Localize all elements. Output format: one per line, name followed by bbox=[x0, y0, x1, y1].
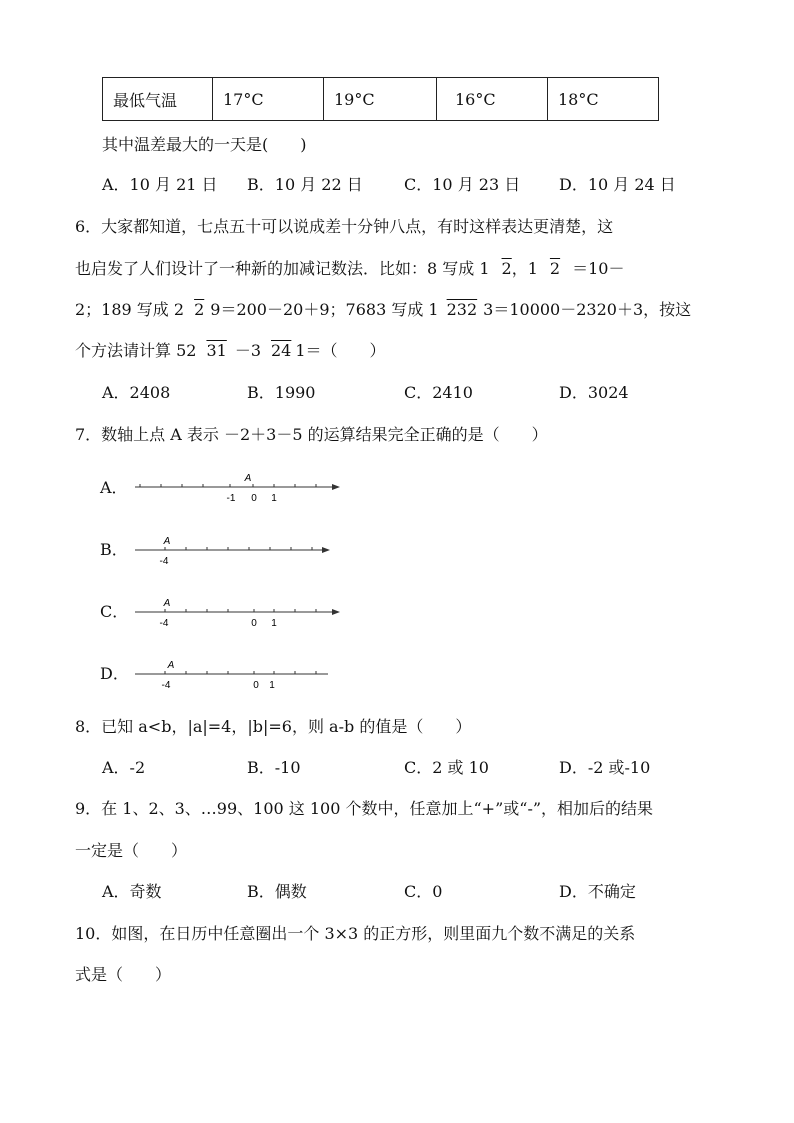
q9-line1: 9．在 1、2、3、…99、100 这 100 个数中，任意加上“+”或“-”，相加后的结果 bbox=[75, 799, 654, 818]
tick-label: -4 bbox=[161, 680, 171, 691]
tick-label: 0 bbox=[251, 493, 257, 504]
q9-option-a: A．奇数 bbox=[102, 882, 162, 901]
q9-line2: 一定是（ ） bbox=[75, 841, 188, 860]
table-cell: 17°C bbox=[213, 78, 324, 121]
barred-digit: 2 bbox=[501, 259, 512, 278]
q8-option-b: B．-10 bbox=[247, 758, 301, 777]
q10-line1: 10．如图，在日历中任意圈出一个 3×3 的正方形，则里面九个数不满足的关系 bbox=[75, 924, 636, 943]
number-line-b bbox=[130, 533, 345, 573]
point-label: A bbox=[163, 536, 171, 547]
table-cell-label: 最低气温 bbox=[103, 78, 213, 121]
tick-label: 1 bbox=[271, 493, 277, 504]
q6-line4 bbox=[75, 341, 386, 361]
q8-option-c: C．2 或 10 bbox=[404, 758, 489, 777]
q8-option-d: D．-2 或-10 bbox=[559, 758, 651, 777]
number-line-c bbox=[130, 595, 345, 635]
barred-digit: 232 bbox=[446, 300, 478, 319]
q6-text: 个方法请计算 52 bbox=[75, 341, 197, 360]
barred-digit: 31 bbox=[206, 341, 227, 360]
tick-label: -4 bbox=[159, 618, 169, 629]
tick-label: 0 bbox=[253, 680, 259, 691]
q7-option-c-letter: C． bbox=[100, 602, 129, 621]
q9-option-c: C．0 bbox=[404, 882, 443, 901]
q6-text: 3＝10000－2320＋3，按这 bbox=[483, 300, 692, 319]
q5-question: 其中温差最大的一天是( ) bbox=[102, 135, 307, 154]
q8-question: 8．已知 a<b，|a|=4，|b|=6，则 a-b 的值是（ ） bbox=[75, 717, 472, 736]
tick-label: -4 bbox=[159, 556, 169, 567]
table-cell: 19°C bbox=[324, 78, 437, 121]
q6-text: 也启发了人们设计了一种新的加减记数法．比如：8 写成 1 bbox=[75, 259, 490, 278]
barred-digit: 2 bbox=[194, 300, 205, 319]
tick-label: 0 bbox=[251, 618, 257, 629]
q6-line2 bbox=[75, 259, 624, 279]
q10-line2: 式是（ ） bbox=[75, 965, 172, 984]
q5-option-b: B．10 月 22 日 bbox=[247, 175, 363, 194]
q6-line3 bbox=[75, 300, 691, 320]
barred-digit: 24 bbox=[271, 341, 292, 360]
q9-option-b: B．偶数 bbox=[247, 882, 307, 901]
q6-option-b: B．1990 bbox=[247, 383, 316, 402]
tick-label: 1 bbox=[271, 618, 277, 629]
q5-option-c: C．10 月 23 日 bbox=[404, 175, 521, 194]
temperature-table bbox=[102, 77, 659, 121]
q7-option-b-letter: B． bbox=[100, 540, 128, 559]
table-cell: 16°C bbox=[437, 78, 548, 121]
number-line-a bbox=[130, 470, 345, 510]
q6-text: ＝10－ bbox=[572, 259, 625, 278]
q7-question: 7．数轴上点 A 表示 －2＋3－5 的运算结果完全正确的是（ ） bbox=[75, 425, 548, 444]
q6-option-d: D．3024 bbox=[559, 383, 629, 402]
q6-text: 1＝（ ） bbox=[295, 341, 386, 360]
q7-option-a-letter: A． bbox=[100, 478, 128, 497]
q5-option-a: A．10 月 21 日 bbox=[102, 175, 218, 194]
point-label: A bbox=[163, 598, 171, 609]
q6-line1: 6．大家都知道，七点五十可以说成差十分钟八点，有时这样表达更清楚，这 bbox=[75, 217, 614, 236]
q9-option-d: D．不确定 bbox=[559, 882, 636, 901]
q6-text: －3 bbox=[234, 341, 261, 360]
tick-label: -1 bbox=[226, 493, 236, 504]
q6-text: ，1 bbox=[511, 259, 538, 278]
tick-label: 1 bbox=[269, 680, 275, 691]
q6-text: 2；189 写成 2 bbox=[75, 300, 185, 319]
table-row bbox=[103, 78, 659, 121]
q8-option-a: A．-2 bbox=[102, 758, 146, 777]
q5-option-d: D．10 月 24 日 bbox=[559, 175, 676, 194]
q6-option-a: A．2408 bbox=[102, 383, 171, 402]
q6-text: 9＝200－20＋9；7683 写成 1 bbox=[210, 300, 439, 319]
point-label: A bbox=[244, 473, 252, 484]
q7-option-d-letter: D． bbox=[100, 664, 129, 683]
table-cell: 18°C bbox=[548, 78, 659, 121]
point-label: A bbox=[167, 660, 175, 671]
q6-option-c: C．2410 bbox=[404, 383, 473, 402]
barred-digit: 2 bbox=[549, 259, 561, 278]
number-line-d bbox=[130, 657, 345, 697]
